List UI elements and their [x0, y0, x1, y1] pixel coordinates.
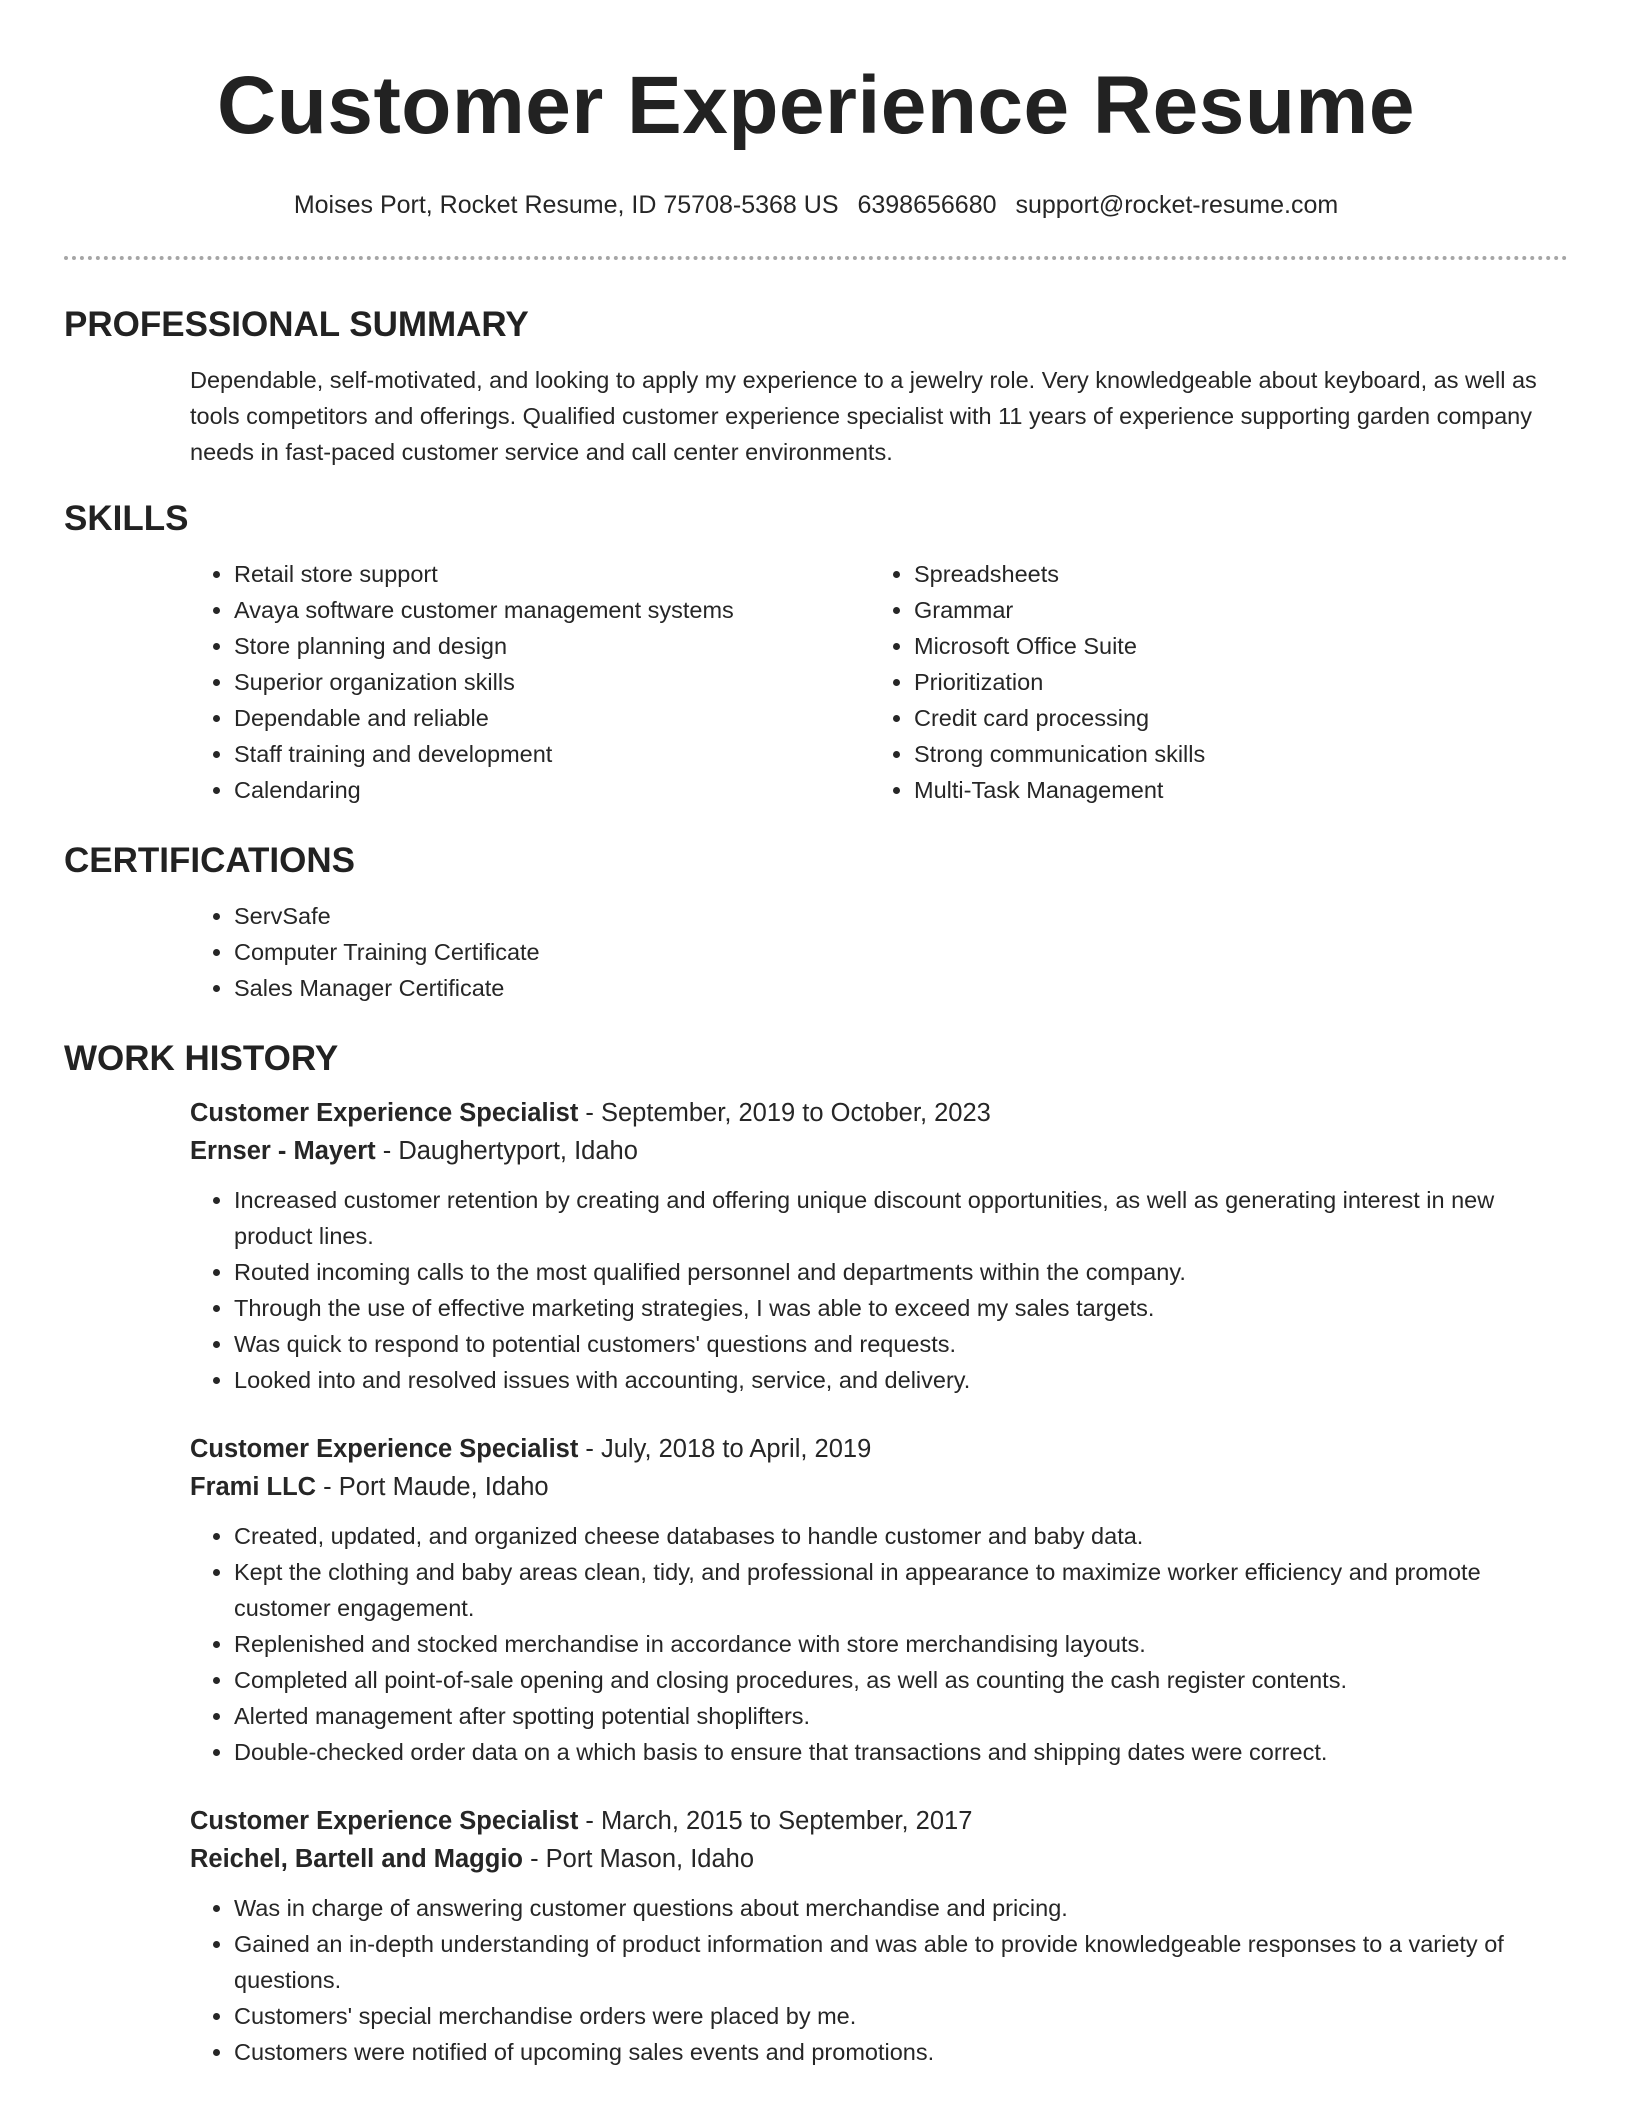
- job-location: - Port Mason, Idaho: [522, 1845, 755, 1873]
- job-bullet: • Double-checked order data on a which basis to ensure that transactions and shipping dates were correct.: [234, 1734, 1568, 1770]
- work-history-heading: WORK HISTORY: [64, 1039, 339, 1078]
- job-bullet: • Alerted management after spotting potential shoplifters.: [234, 1698, 1568, 1734]
- contact-phone: 6398656680: [857, 191, 997, 219]
- job-bullet: • Kept the clothing and baby areas clean, tidy, and professional in appearance to maximize worker efficiency and promote customer engagement.: [234, 1554, 1568, 1626]
- skill-item: • Dependable and reliable: [234, 700, 870, 736]
- skill-item: • Retail store support: [234, 556, 870, 592]
- job-dates: - July, 2018 to April, 2019: [578, 1435, 872, 1463]
- skill-item: • Microsoft Office Suite: [914, 628, 1550, 664]
- job-bullet: • Looked into and resolved issues with accounting, service, and delivery.: [234, 1362, 1568, 1398]
- job-title-line: [190, 1802, 1568, 1840]
- job-title-line: [190, 1094, 1568, 1132]
- header-divider: [64, 256, 1568, 260]
- contact-address: Moises Port, Rocket Resume, ID 75708-5368 US: [293, 191, 839, 219]
- skill-item: • Calendaring: [234, 772, 870, 808]
- job-title: Customer Experience Specialist: [190, 1807, 579, 1835]
- skills-right-column: [870, 556, 1550, 808]
- skill-item: • Grammar: [914, 592, 1550, 628]
- job-entry: [190, 1802, 1568, 2070]
- job-entry: [190, 1094, 1568, 1398]
- job-bullet: • Increased customer retention by creating and offering unique discount opportunities, as well as generating interest in new product lines.: [234, 1182, 1568, 1254]
- skill-item: • Multi-Task Management: [914, 772, 1550, 808]
- job-bullet: • Routed incoming calls to the most qualified personnel and departments within the company.: [234, 1254, 1568, 1290]
- job-bullet: • Through the use of effective marketing strategies, I was able to exceed my sales targets.: [234, 1290, 1568, 1326]
- contact-line: [0, 190, 1632, 220]
- resume-header: [0, 0, 1632, 220]
- job-bullet: • Gained an in-depth understanding of product information and was able to provide knowledgeable responses to a variety of questions.: [234, 1926, 1568, 1998]
- job-company-line: [190, 1468, 1568, 1506]
- resume-title: Customer Experience Resume: [217, 60, 1415, 151]
- summary-section: [64, 304, 1568, 470]
- job-company-line: [190, 1132, 1568, 1170]
- job-bullet: • Was in charge of answering customer questions about merchandise and pricing.: [234, 1890, 1568, 1926]
- job-bullet: • Customers' special merchandise orders were placed by me.: [234, 1998, 1568, 2034]
- skill-item: • Credit card processing: [914, 700, 1550, 736]
- job-title: Customer Experience Specialist: [190, 1435, 579, 1463]
- job-dates: - March, 2015 to September, 2017: [578, 1807, 973, 1835]
- job-company: Ernser - Mayert: [190, 1137, 376, 1165]
- skill-item: • Strong communication skills: [914, 736, 1550, 772]
- job-bullet: • Was quick to respond to potential customers' questions and requests.: [234, 1326, 1568, 1362]
- certification-item: • Sales Manager Certificate: [234, 970, 1568, 1006]
- job-bullet: • Customers were notified of upcoming sales events and promotions.: [234, 2034, 1568, 2070]
- job-company: Reichel, Bartell and Maggio: [190, 1845, 523, 1873]
- skill-item: • Spreadsheets: [914, 556, 1550, 592]
- skill-item: • Superior organization skills: [234, 664, 870, 700]
- contact-email: support@rocket-resume.com: [1015, 191, 1339, 219]
- summary-heading: PROFESSIONAL SUMMARY: [64, 305, 529, 344]
- job-entry: [190, 1430, 1568, 1770]
- skills-left-column: [190, 556, 870, 808]
- work-history-section: [64, 1038, 1568, 2070]
- job-title-line: [190, 1430, 1568, 1468]
- job-dates: - September, 2019 to October, 2023: [578, 1099, 991, 1127]
- skill-item: • Avaya software customer management systems: [234, 592, 870, 628]
- job-bullet: • Created, updated, and organized cheese databases to handle customer and baby data.: [234, 1518, 1568, 1554]
- job-bullet: • Replenished and stocked merchandise in accordance with store merchandising layouts.: [234, 1626, 1568, 1662]
- skills-heading: SKILLS: [64, 499, 189, 538]
- skills-section: [64, 498, 1568, 808]
- job-location: - Port Maude, Idaho: [316, 1473, 549, 1501]
- job-company-line: [190, 1840, 1568, 1878]
- certifications-heading: CERTIFICATIONS: [64, 841, 356, 880]
- summary-text: Dependable, self-motivated, and looking to apply my experience to a jewelry role. Very knowledgeable about keyboard, as well as tools competitors and offerings. Qualified customer experience specialist with 11 years of experience supporting garden company needs in fast-paced customer service and call center environments.: [190, 367, 1537, 465]
- job-bullet: • Completed all point-of-sale opening and closing procedures, as well as counting the cash register contents.: [234, 1662, 1568, 1698]
- certifications-section: [64, 840, 1568, 1006]
- job-location: - Daughertyport, Idaho: [375, 1137, 638, 1165]
- skill-item: • Staff training and development: [234, 736, 870, 772]
- certification-item: • Computer Training Certificate: [234, 934, 1568, 970]
- job-company: Frami LLC: [190, 1473, 317, 1501]
- skill-item: • Store planning and design: [234, 628, 870, 664]
- job-title: Customer Experience Specialist: [190, 1099, 579, 1127]
- certification-item: • ServSafe: [234, 898, 1568, 934]
- skill-item: • Prioritization: [914, 664, 1550, 700]
